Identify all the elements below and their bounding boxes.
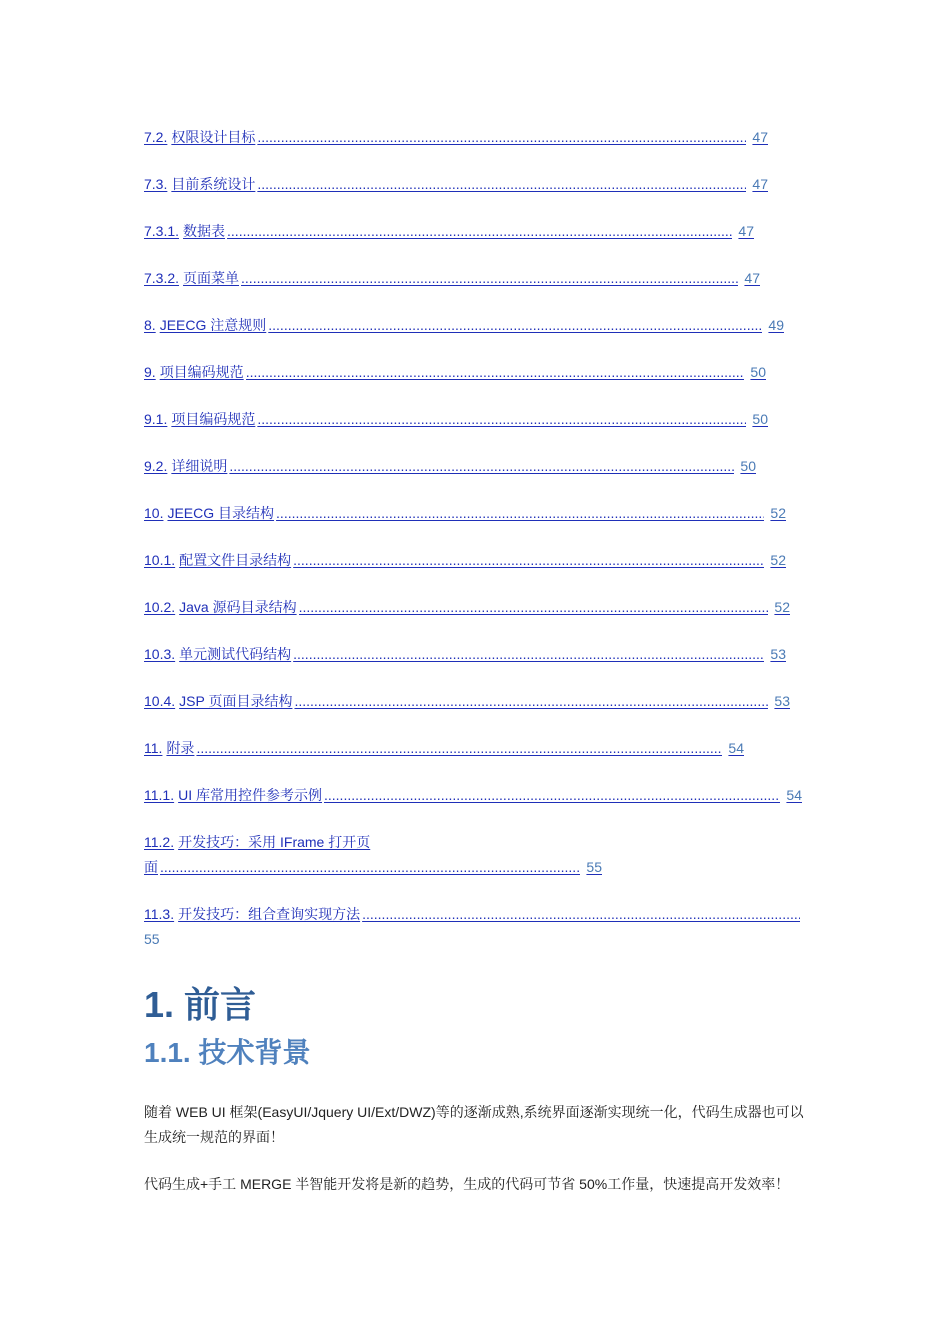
toc-link[interactable]: [144, 690, 790, 712]
heading-2: 1.1. 技术背景: [144, 1037, 311, 1068]
toc-page-number: 50: [750, 364, 766, 380]
toc-number: 10.4.: [144, 693, 176, 709]
toc-link[interactable]: [144, 596, 790, 618]
toc-link[interactable]: [144, 408, 768, 430]
toc-title: 详细说明: [171, 458, 228, 474]
toc-title: JEECG 目录结构: [167, 505, 275, 521]
toc-title: UI 库常用控件参考示例: [178, 787, 322, 803]
toc-page-number: 50: [740, 458, 756, 474]
dot-leader: [229, 455, 734, 477]
dot-leader: [293, 643, 764, 665]
toc-number: 10.1.: [144, 552, 176, 568]
toc-entry[interactable]: [144, 408, 814, 455]
dot-leader: [227, 220, 732, 242]
toc-title: 单元测试代码结构: [179, 646, 292, 662]
paragraph-1: 随着 WEB UI 框架(EasyUI/Jquery UI/Ext/DWZ)等的逐渐成熟,系统界面逐渐实现统一化，代码生成器也可以生成统一规范的界面！: [144, 1104, 804, 1145]
toc-link-continued[interactable]: [144, 856, 602, 878]
toc-link[interactable]: [144, 267, 760, 289]
heading-1: 1. 前言: [144, 984, 257, 1025]
toc-link[interactable]: [144, 314, 784, 336]
toc-link[interactable]: [144, 502, 786, 524]
toc-link[interactable]: [144, 549, 786, 571]
toc-link[interactable]: [144, 831, 376, 853]
toc-number: 8.: [144, 317, 156, 333]
toc-title-continued: 面: [144, 859, 158, 875]
toc-entry[interactable]: [144, 314, 814, 361]
toc-entry[interactable]: [144, 267, 814, 314]
dot-leader: [257, 173, 746, 195]
toc-page-number: 47: [752, 129, 768, 145]
toc-number: 9.: [144, 364, 156, 380]
toc-page-number: 47: [744, 270, 760, 286]
toc-link[interactable]: [144, 455, 756, 477]
toc-entry[interactable]: [144, 903, 814, 963]
toc-entry[interactable]: [144, 173, 814, 220]
dot-leader: [293, 549, 764, 571]
toc-number: 10.: [144, 505, 164, 521]
toc-title: JSP 页面目录结构: [179, 693, 293, 709]
toc-entry[interactable]: [144, 549, 814, 596]
dot-leader: [324, 784, 780, 806]
toc-title: 开发技巧：采用 IFrame 打开页: [178, 834, 371, 850]
dot-leader: [257, 408, 746, 430]
toc-link[interactable]: [144, 173, 768, 195]
toc-title: 项目编码规范: [159, 364, 244, 380]
toc-entry[interactable]: [144, 361, 814, 408]
toc-page-number: 52: [774, 599, 790, 615]
dot-leader: [294, 690, 768, 712]
toc-title: JEECG 注意规则: [159, 317, 267, 333]
toc-link[interactable]: [144, 643, 786, 665]
toc-page-number: 52: [770, 505, 786, 521]
toc-number: 7.3.: [144, 176, 168, 192]
toc-title: 权限设计目标: [171, 129, 256, 145]
toc-page-number: 50: [752, 411, 768, 427]
dot-leader: [160, 856, 580, 878]
toc-page-number: 47: [752, 176, 768, 192]
paragraph-2: 代码生成+手工 MERGE 半智能开发将是新的趋势，生成的代码可节省 50%工作量，快速提高开发效率！: [144, 1176, 790, 1192]
toc-link[interactable]: [144, 737, 744, 759]
toc-number: 7.3.2.: [144, 270, 180, 286]
toc-title: 页面菜单: [183, 270, 240, 286]
toc-link[interactable]: [144, 126, 768, 148]
toc-number: 7.2.: [144, 129, 168, 145]
toc-number: 11.3.: [144, 906, 175, 922]
toc-entry[interactable]: [144, 502, 814, 549]
toc-link[interactable]: [144, 784, 802, 806]
dot-leader: [257, 126, 746, 148]
toc-title: 附录: [166, 740, 195, 756]
toc-page-number: 55: [586, 859, 602, 875]
toc-number: 10.3.: [144, 646, 176, 662]
toc-number: 10.2.: [144, 599, 176, 615]
toc-page-number: 47: [738, 223, 754, 239]
table-of-contents: [144, 126, 814, 963]
dot-leader: [268, 314, 762, 336]
toc-title: 项目编码规范: [171, 411, 256, 427]
toc-page-number: 54: [786, 787, 802, 803]
toc-title: 配置文件目录结构: [179, 552, 292, 568]
toc-entry[interactable]: [144, 220, 814, 267]
dot-leader: [246, 361, 745, 383]
toc-entry[interactable]: [144, 831, 814, 903]
toc-entry[interactable]: [144, 596, 814, 643]
toc-number: 11.2.: [144, 834, 175, 850]
toc-number: 11.1.: [144, 787, 175, 803]
toc-page-number: 54: [728, 740, 744, 756]
toc-number: 7.3.1.: [144, 223, 180, 239]
toc-title: Java 源码目录结构: [179, 599, 297, 615]
toc-number: 9.2.: [144, 458, 168, 474]
toc-entry[interactable]: [144, 690, 814, 737]
dot-leader: [299, 596, 769, 618]
toc-page-number: 52: [770, 552, 786, 568]
toc-entry[interactable]: [144, 455, 814, 502]
dot-leader: [196, 737, 722, 759]
toc-entry[interactable]: [144, 784, 814, 831]
dot-leader: [362, 903, 800, 925]
toc-title: 目前系统设计: [171, 176, 256, 192]
toc-page-number: 53: [770, 646, 786, 662]
toc-entry[interactable]: [144, 126, 814, 173]
toc-link[interactable]: [144, 361, 766, 383]
toc-entry[interactable]: [144, 737, 814, 784]
toc-page-number: 49: [768, 317, 784, 333]
dot-leader: [241, 267, 738, 289]
toc-title: 开发技巧：组合查询实现方法: [178, 906, 361, 922]
toc-number: 11.: [144, 740, 163, 756]
toc-entry[interactable]: [144, 643, 814, 690]
toc-link[interactable]: [144, 903, 802, 925]
toc-title: 数据表: [183, 223, 226, 239]
toc-page-number: 53: [774, 693, 790, 709]
toc-link[interactable]: [144, 220, 754, 242]
toc-page-number: 55: [144, 931, 160, 947]
toc-number: 9.1.: [144, 411, 168, 427]
dot-leader: [276, 502, 764, 524]
